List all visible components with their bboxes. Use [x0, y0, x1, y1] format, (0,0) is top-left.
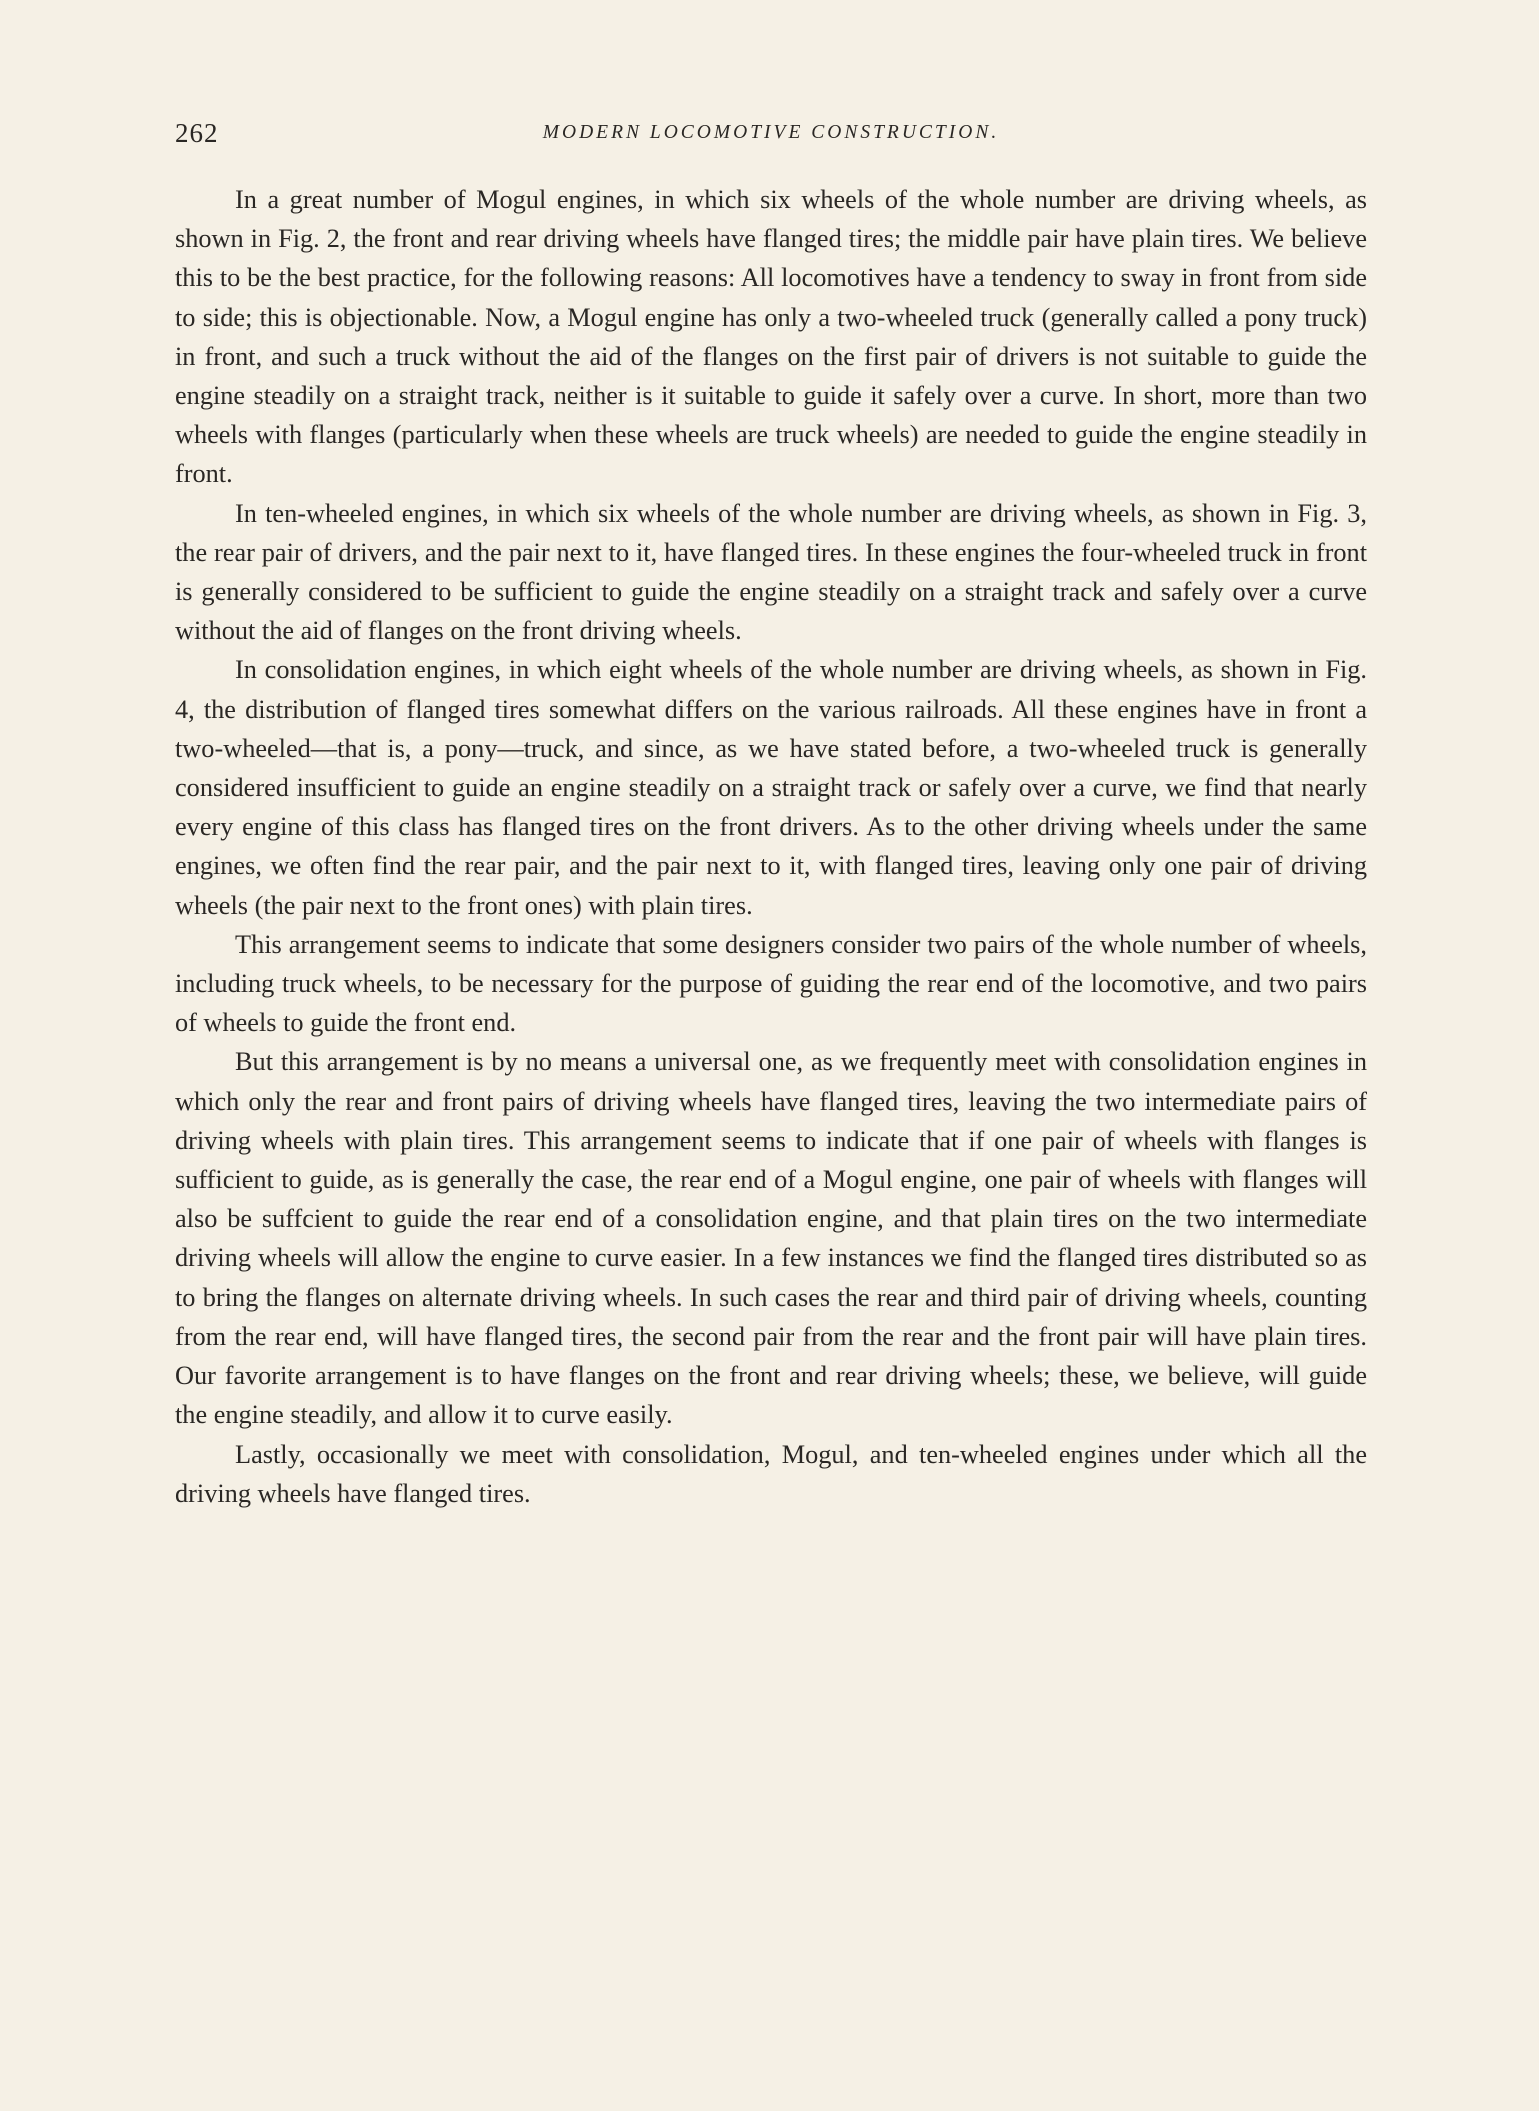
running-title: MODERN LOCOMOTIVE CONSTRUCTION.	[542, 122, 1000, 143]
page-number: 262	[175, 118, 219, 148]
paragraph-mogul-engines: In a great number of Mogul engines, in which six wheels of the whole number are driving wheels, as shown in Fig. 2, the front and rear driving wheels have flanged tires; the middle pair have plain tires. We believe this to be the best practice, for the following reasons: All locomotives have a tendency to sway in front from side to side; this is objectionable. Now, a Mogul engine has only a two-wheeled truck (generally called a pony truck) in front, and such a truck without the aid of the flanges on the first pair of drivers is not suitable to guide the engine steadily on a straight track, neither is it suitable to guide it safely over a curve. In short, more than two wheels with flanges (particularly when these wheels are truck wheels) are needed to guide the engine steadily in front.	[175, 185, 1367, 489]
paragraph-all-flanged: Lastly, occasionally we meet with consolidation, Mogul, and ten-wheeled engines under which all the driving wheels have flanged tires.	[175, 1439, 1367, 1508]
paragraph-ten-wheeled-engines: In ten-wheeled engines, in which six wheels of the whole number are driving wheels, as shown in Fig. 3, the rear pair of drivers, and the pair next to it, have flanged tires. In these engines the four-wheeled truck in front is generally considered to be sufficient to guide the engine steadily on a straight track and safely over a curve without the aid of flanges on the front driving wheels.	[175, 498, 1367, 646]
paragraph-arrangement-designers: This arrangement seems to indicate that some designers consider two pairs of the whole number of wheels, including truck wheels, to be necessary for the purpose of guiding the rear end of the locomotive, and two pairs of wheels to guide the front end.	[175, 929, 1367, 1038]
body-text	[175, 180, 1367, 1513]
running-head	[175, 118, 1367, 154]
paragraph-consolidation-engines: In consolidation engines, in which eight wheels of the whole number are driving wheels, as shown in Fig. 4, the distribution of flanged tires somewhat differs on the various railroads. All these engines have in front a two-wheeled—that is, a pony—truck, and since, as we have stated before, a two-wheeled truck is generally considered insufficient to guide an engine steadily on a straight track or safely over a curve, we find that nearly every engine of this class has flanged tires on the front drivers. As to the other driving wheels under the same engines, we often find the rear pair, and the pair next to it, with flanged tires, leaving only one pair of driving wheels (the pair next to the front ones) with plain tires.	[175, 655, 1367, 920]
paragraph-arrangement-universal: But this arrangement is by no means a universal one, as we frequently meet with consolidation engines in which only the rear and front pairs of driving wheels have flanged tires, leaving the two intermediate pairs of driving wheels with plain tires. This arrangement seems to indicate that if one pair of wheels with flanges is sufficient to guide, as is generally the case, the rear end of a Mogul engine, one pair of wheels with flanges will also be suffcient to guide the rear end of a consolidation engine, and that plain tires on the two intermediate driving wheels will allow the engine to curve easier. In a few instances we find the flanged tires distributed so as to bring the flanges on alternate driving wheels. In such cases the rear and third pair of driving wheels, counting from the rear end, will have flanged tires, the second pair from the rear and the front pair will have plain tires. Our favorite arrangement is to have flanges on the front and rear driving wheels; these, we believe, will guide the engine steadily, and allow it to curve easily.	[175, 1047, 1367, 1430]
